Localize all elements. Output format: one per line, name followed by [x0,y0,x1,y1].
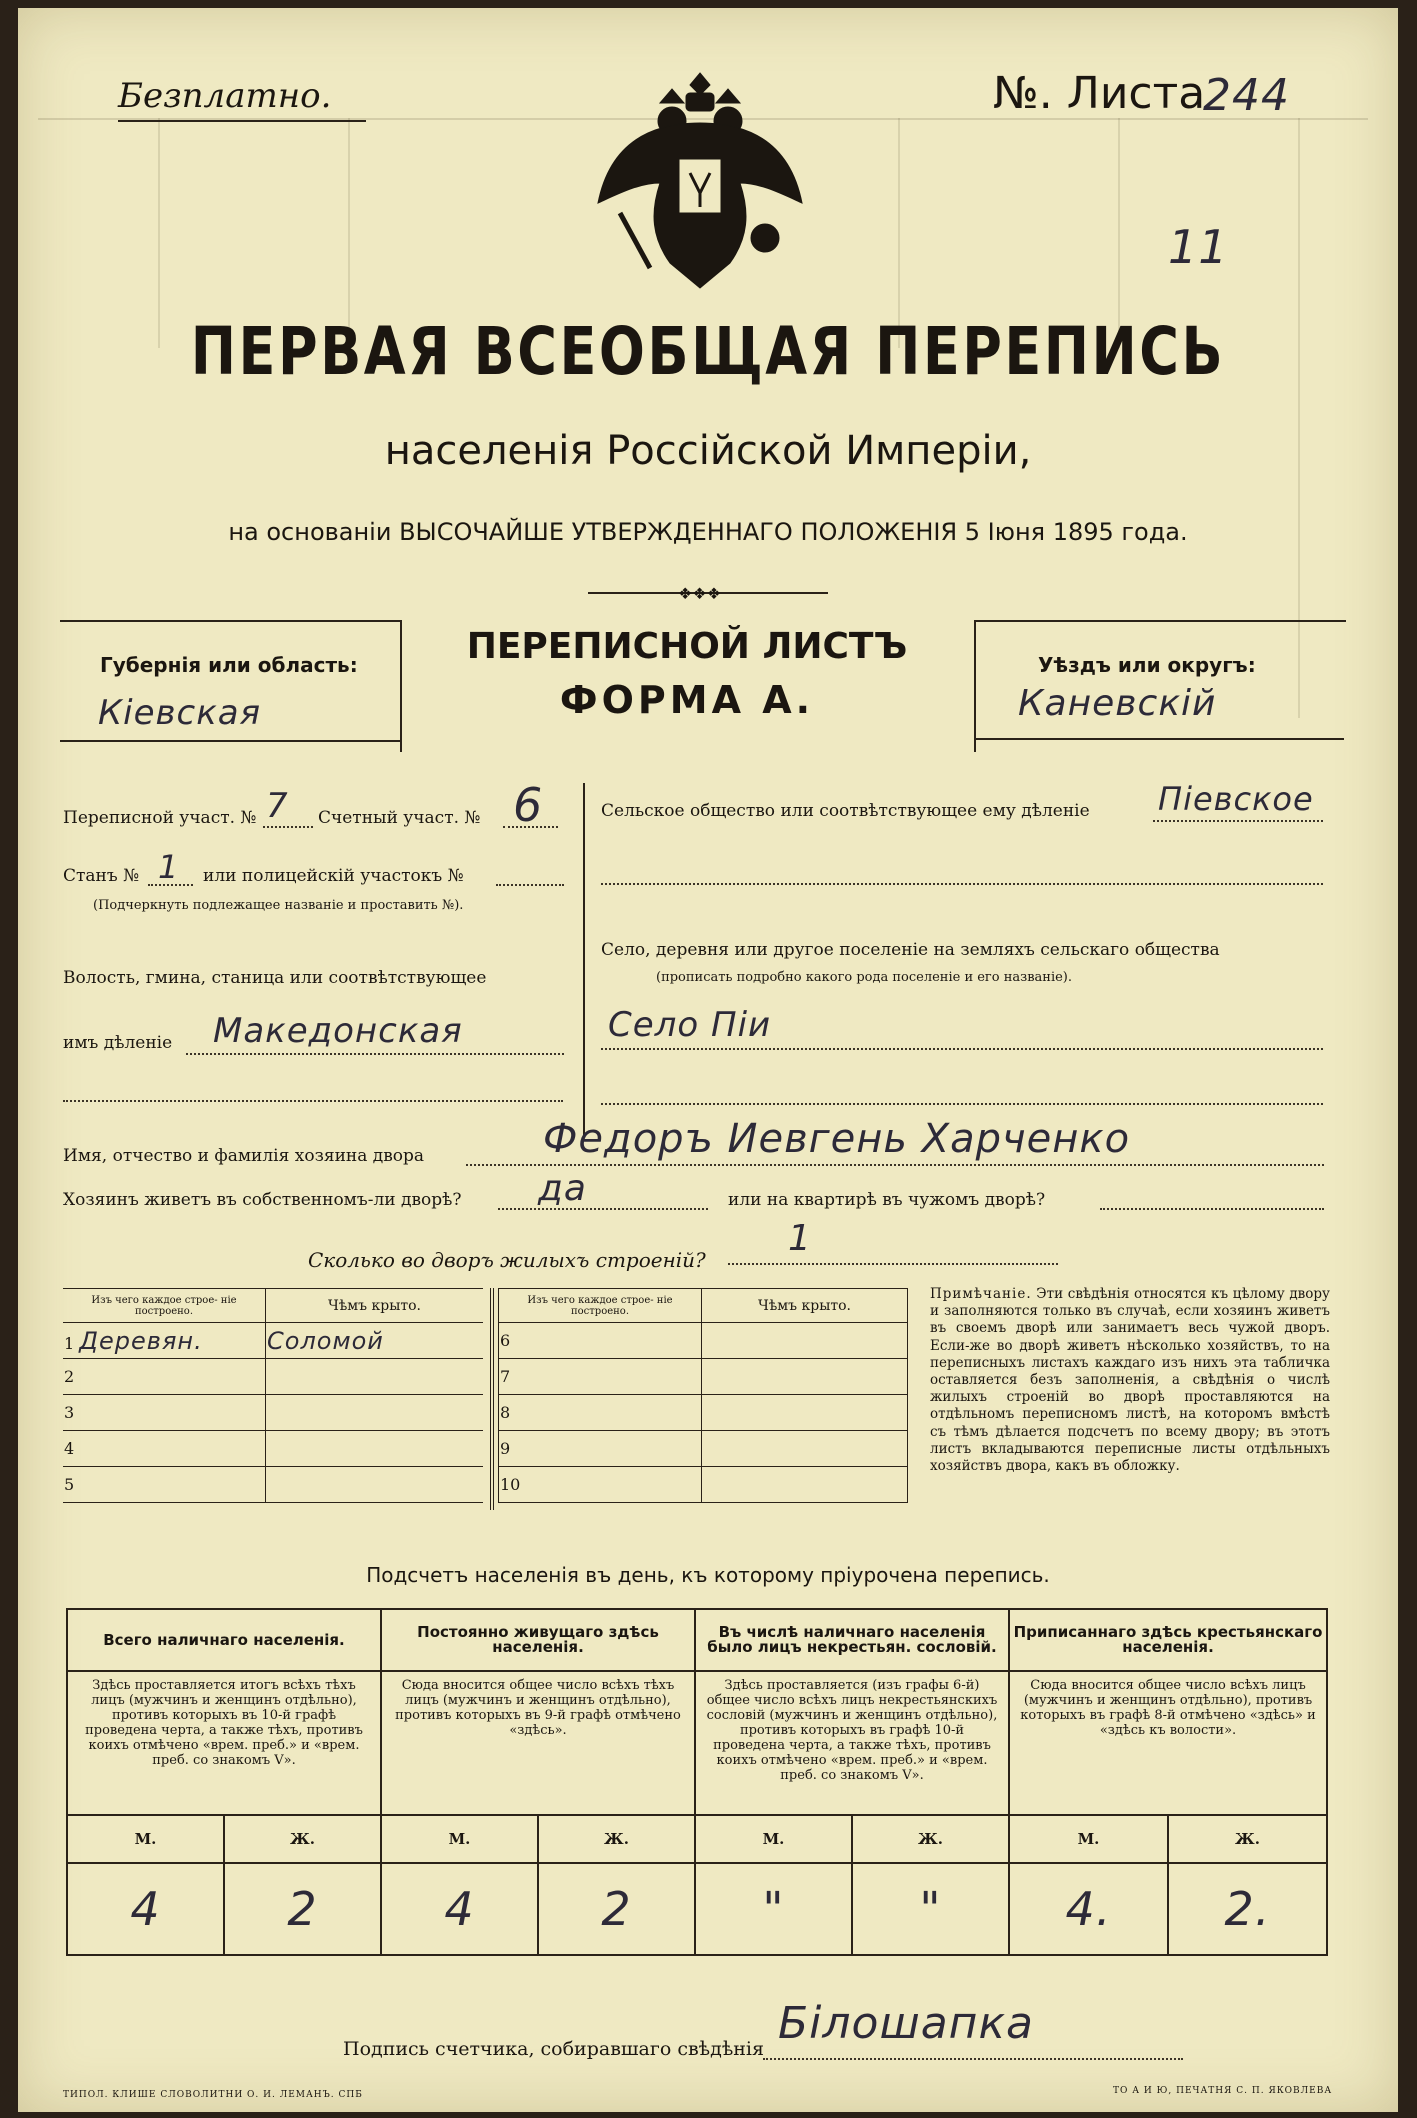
corner-number: 11 [1168,220,1229,274]
m-label: М. [382,1816,538,1862]
count-description: Сюда вносится общее число всѣхъ лицъ (мужчинъ и женщинъ отдѣльно), противъ которыхъ въ графѣ 8-й отмѣчено «здѣсь» и «здѣсь къ волости». [1009,1671,1327,1815]
schet-line [503,826,558,828]
volost-label: Волость, гмина, станица или соотвѣтствующее [63,968,487,988]
village-note: (прописать подробно какого рода поселеніе и его названіе). [656,970,1072,985]
column-divider [583,783,585,1138]
count-description: Здѣсь проставляется (изъ графы 6-й) общее число всѣхъ лицъ некрестьянскихъ сословій (мужчинъ и женщинъ отдѣльно), противъ которыхъ въ графѣ 10-й проведена черта, а также тѣхъ, противъ коихъ отмѣчено «врем. преб.» и «врем. преб. со знакомъ V». [695,1671,1009,1815]
zh-label: Ж. [1235,1829,1260,1848]
zh-label: Ж. [918,1829,943,1848]
uezd-line [974,738,1344,740]
census-subtitle: населенія Россійской Имперіи, [384,428,1032,474]
count-title: Подсчетъ населенія въ день, къ которому пріурочена перепись. [366,1563,1050,1587]
own-yard-label: Хозяинъ живетъ въ собственномъ-ли дворѣ? [63,1190,462,1210]
uchast-value: 7 [266,786,289,826]
count-description: Здѣсь проставляется итогъ всѣхъ тѣхъ лицъ (мужчинъ и женщинъ отдѣльно), противъ которыхъ въ 10-й графѣ проведена черта, а также тѣхъ, противъ коихъ отмѣчено «врем. преб.» и «врем. преб. со знакомъ V». [67,1671,381,1815]
zh-label: Ж. [290,1829,315,1848]
uchast-label: Переписной участ. № [63,808,257,828]
society-line [1153,820,1323,822]
owner-name-label: Имя, отчество и фамилія хозяина двора [63,1146,425,1166]
building-row: 9 [499,1431,702,1467]
signature-label: Подпись счетчика, собиравшаго свѣдѣнія [343,2038,764,2060]
owner-name-value: Федоръ Иевгень Харченко [543,1116,1131,1162]
material-header: Изъ чего каждое строе- ніе построено. [499,1289,702,1323]
census-basis: на основаніи ВЫСОЧАЙШЕ УТВЕРЖДЕННАГО ПОЛОЖЕНІЯ 5 Іюня 1895 года. [228,518,1188,546]
m-value: " [696,1864,852,1954]
volost-value: Македонская [213,1011,463,1051]
m-value: 4 [382,1864,538,1954]
schet-value: 6 [513,778,544,832]
building-row: 2 [63,1359,266,1395]
row-number: 1 [64,1333,75,1353]
building-row: 10 [499,1467,702,1503]
rent-label: или на квартирѣ въ чужомъ дворѣ? [728,1190,1046,1210]
gubernia-line [60,740,400,742]
building-row: 6 [499,1323,702,1359]
own-yard-value: да [538,1168,587,1209]
material-header: Изъ чего каждое строе- ніе построено. [63,1289,266,1323]
volost-label-2: имъ дѣленіе [63,1033,173,1053]
gubernia-label: Губернія или область: [100,653,358,677]
society-value: Піевское [1158,780,1314,818]
building-row: 7 [499,1359,702,1395]
stan-note: (Подчеркнуть подлежащее названіе и проставить №). [93,898,464,913]
form-title: ПЕРЕПИСНОЙ ЛИСТЪ [466,626,908,667]
m-label: М. [1010,1816,1168,1862]
roof-value: Соломой [267,1326,384,1355]
uezd-label: Уѣздъ или округъ: [1038,653,1256,677]
stan-line [148,884,193,886]
zh-value: 2 [601,1881,632,1936]
buildings-label: Сколько во дворъ жилыхъ строеній? [308,1248,706,1272]
material-value: Деревян. [79,1326,203,1355]
volost-line-2 [63,1100,563,1102]
society-line-2 [601,883,1323,885]
police-label: или полицейскій участокъ № [203,866,464,886]
signature-value: Білошапка [778,1998,1034,2049]
census-sheet [18,8,1398,2112]
buildings-table-left [63,1288,483,1503]
printer-left: ТИПОЛ. КЛИШЕ СЛОВОЛИТНИ О. И. ЛЕМАНЪ. СПБ [63,2090,363,2100]
police-line [496,884,564,886]
volost-line [186,1053,564,1055]
roof-header: Чѣмъ крыто. [702,1289,908,1323]
village-label: Село, деревня или другое поселеніе на земляхъ сельскаго общества [601,940,1220,960]
note-head: Примѣчаніе. [930,1286,1032,1302]
count-header: Приписаннаго здѣсь крестьянскаго населенія. [1009,1609,1327,1671]
count-description: Сюда вносится общее число всѣхъ тѣхъ лицъ (мужчинъ и женщинъ отдѣльно), противъ которыхъ въ 9-й графѣ отмѣчено «здѣсь». [381,1671,695,1815]
village-value: Село Піи [608,1005,772,1045]
free-underline [118,120,366,122]
imperial-eagle-icon [590,63,810,303]
stan-label: Станъ № [63,866,140,886]
building-row: 4 [63,1431,266,1467]
buildings-table-right [498,1288,908,1503]
note-block [930,1286,1330,1475]
sheet-number-value: 244 [1203,70,1290,121]
sheet-number-label: №. Листа [993,68,1206,119]
m-value: 4 [68,1864,224,1954]
building-row: 5 [63,1467,266,1503]
count-header: Постоянно живущаго здѣсь населенія. [381,1609,695,1671]
building-row: 8 [499,1395,702,1431]
m-label: М. [696,1816,852,1862]
village-line-2 [601,1103,1323,1105]
census-title: ПЕРВАЯ ВСЕОБЩАЯ ПЕРЕПИСЬ [190,313,1226,390]
m-label: М. [68,1816,224,1862]
uchast-line [263,826,313,828]
note-text: Эти свѣдѣнія относятся къ цѣлому двору и заполняются только въ случаѣ, если хозяинъ живетъ въ своемъ дворѣ или занимаетъ весь чужой дворъ. Если-же во дворѣ живетъ нѣсколько хозяйствъ, то на переписныхъ листахъ каждаго изъ нихъ эта табличка оставляется безъ заполненія, а свѣдѣнія о числѣ жилыхъ строеній во дворѣ проставляются на отдѣльномъ переписномъ листѣ, на которомъ вмѣстѣ съ тѣмъ дѣлается подсчетъ по всему двору; въ этотъ листъ вкладываются переписные листы отдѣльныхъ хозяйствъ двора, какъ въ обложку. [930,1286,1330,1475]
free-label: Безплатно. [118,76,332,116]
village-line [601,1048,1323,1050]
zh-value: " [919,1881,942,1936]
printer-right: ТО А И Ю, ПЕЧАТНЯ С. П. ЯКОВЛЕВА [1113,2086,1333,2096]
signature-line [763,2058,1183,2060]
table-divider [490,1288,494,1510]
building-row [63,1323,266,1359]
uezd-value: Каневскій [1018,683,1217,724]
society-label: Сельское общество или соотвѣтствующее ему дѣленіе [601,801,1090,821]
owner-name-line [466,1164,1324,1166]
population-count-table [66,1608,1328,1956]
form-subtitle: ФОРМА А. [559,678,815,722]
zh-value: 2. [1224,1881,1271,1936]
rent-line [1100,1208,1324,1210]
buildings-value: 1 [788,1218,812,1259]
count-header: Всего наличнаго населенія. [67,1609,381,1671]
zh-label: Ж. [604,1829,629,1848]
roof-header: Чѣмъ крыто. [266,1289,484,1323]
gubernia-value: Кіевская [98,693,262,733]
building-row: 3 [63,1395,266,1431]
buildings-line [728,1263,1058,1265]
count-header: Въ числѣ наличнаго населенія было лицъ некрестьян. сословій. [695,1609,1009,1671]
stan-value: 1 [158,848,180,886]
schet-label: Счетный участ. № [318,808,481,828]
m-value: 4. [1010,1864,1168,1954]
zh-value: 2 [287,1881,318,1936]
own-yard-line [498,1208,708,1210]
ornament-icon: ❖❖❖ [678,584,722,603]
